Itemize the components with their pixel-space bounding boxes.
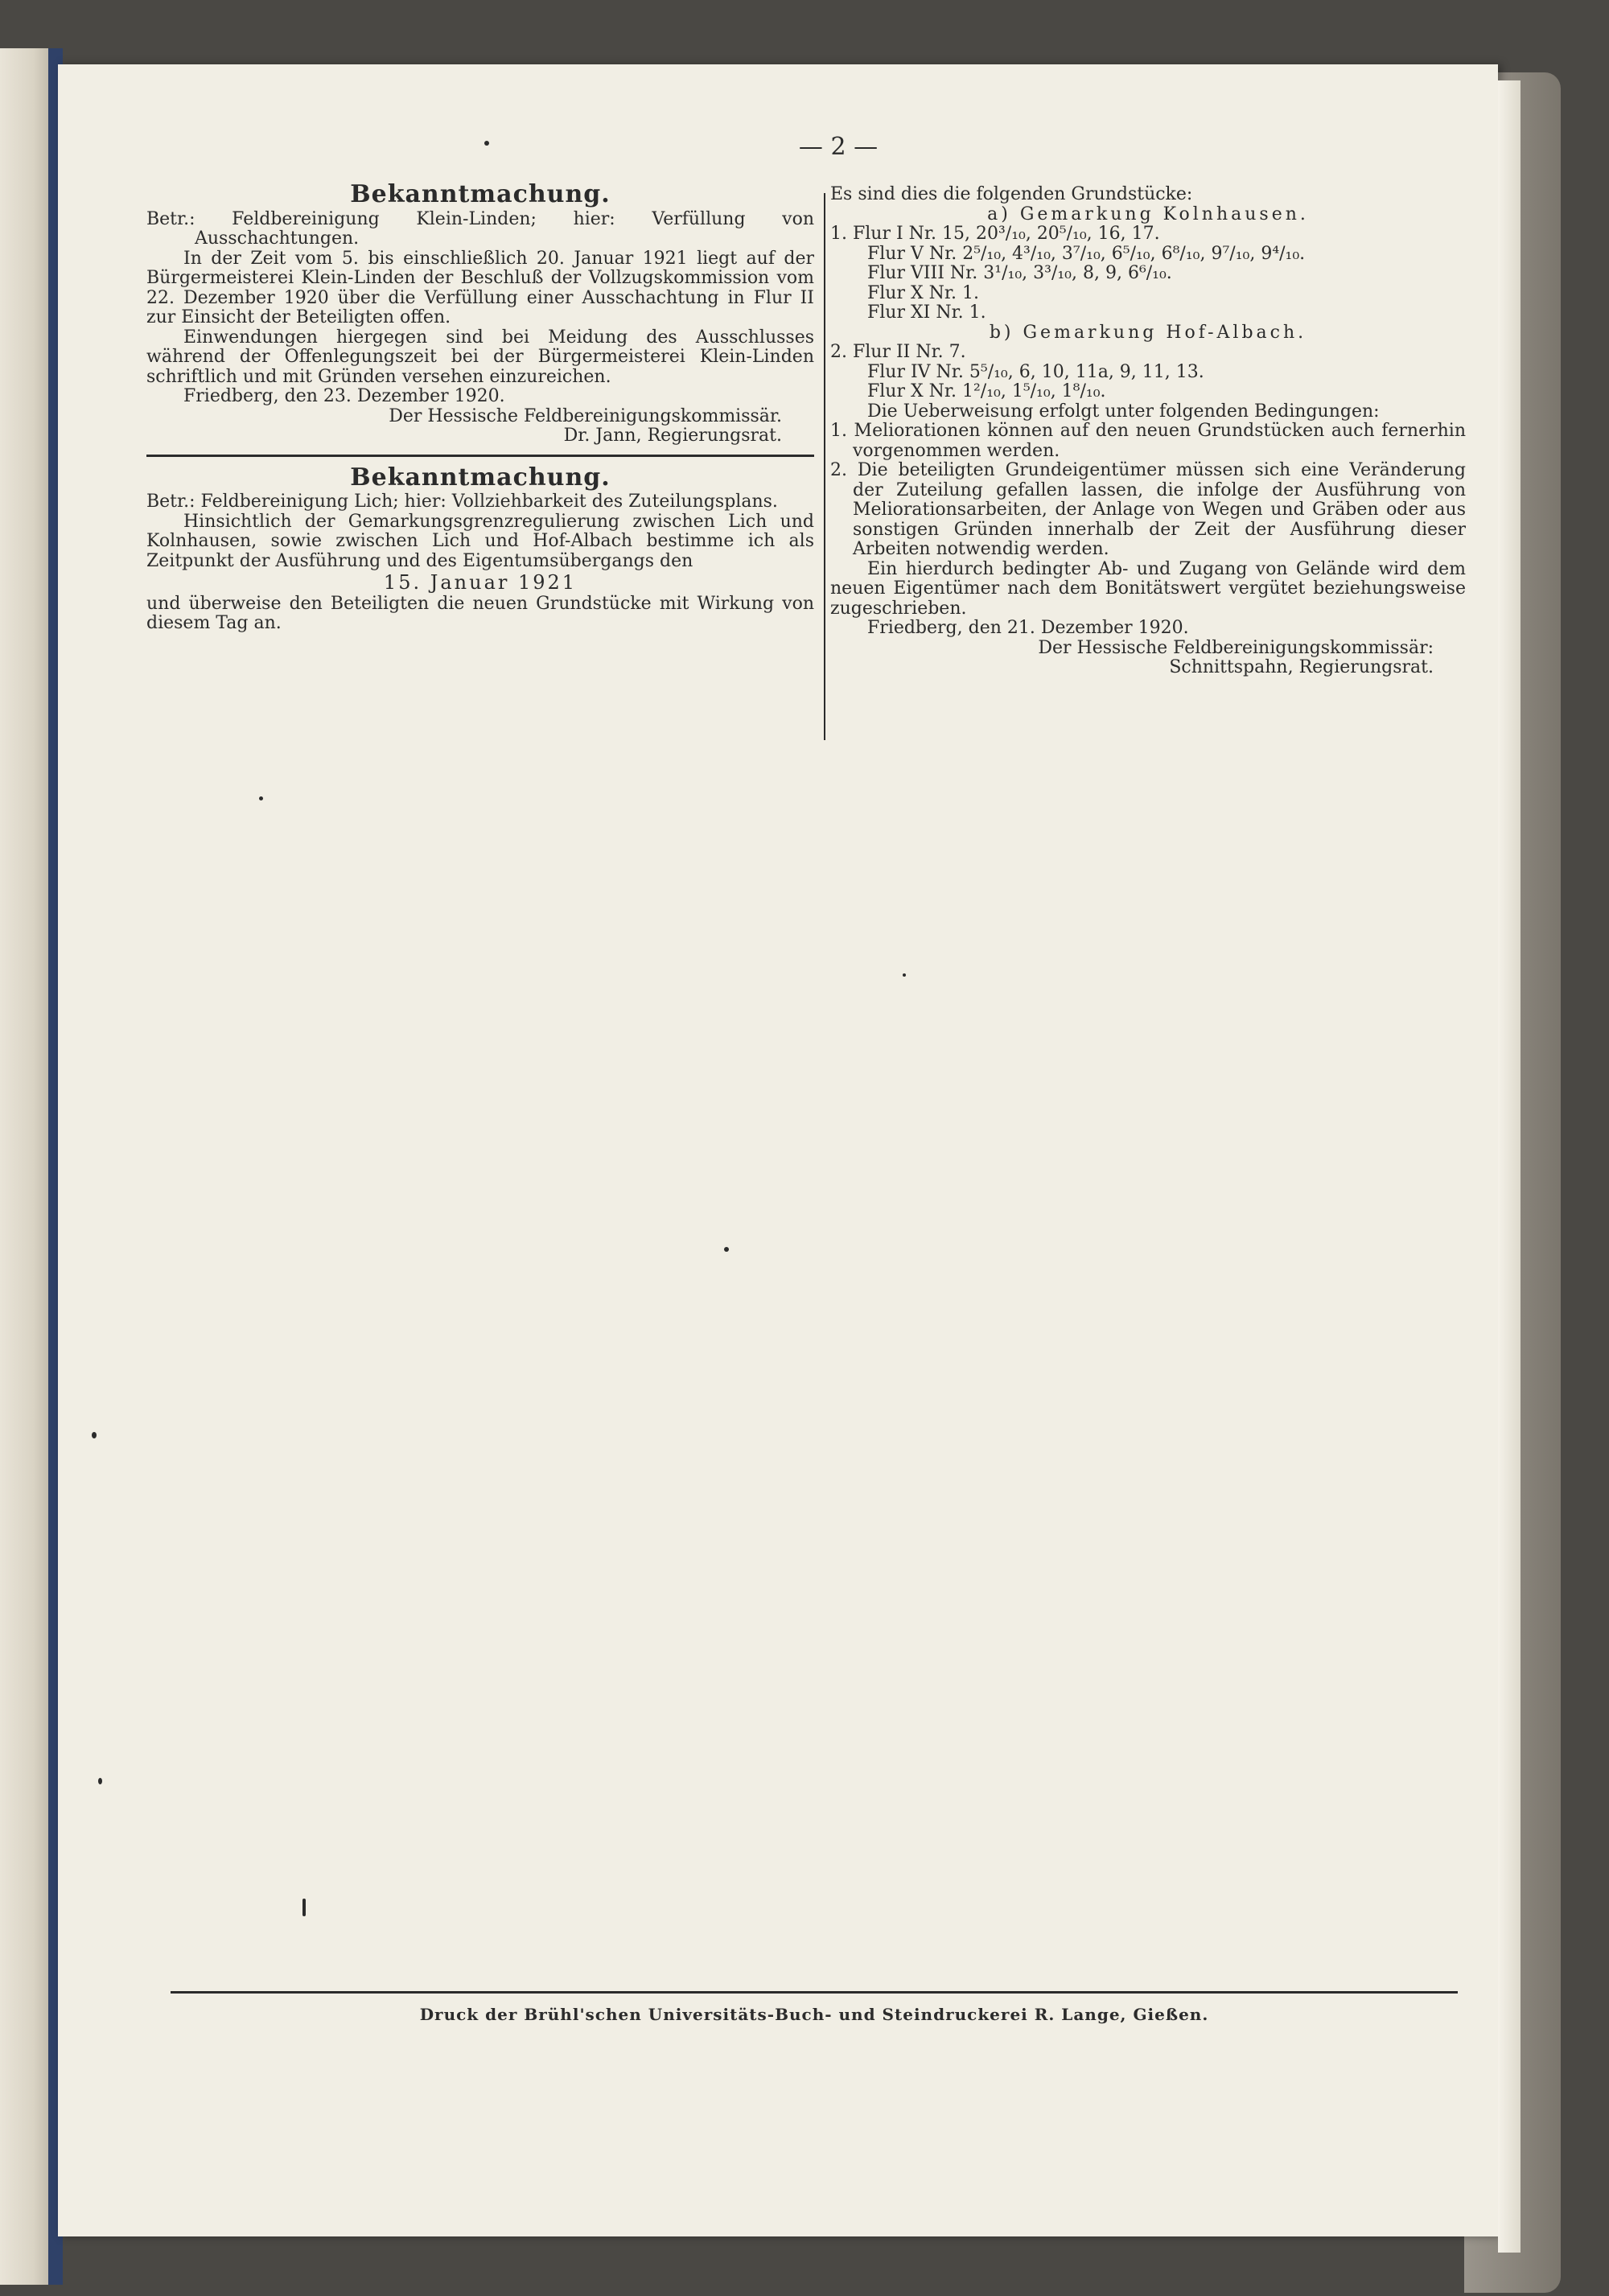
notice-paragraph: Hinsichtlich der Gemarkungsgrenzregulierung zwischen Lich und Kolnhausen, sowie zwischen Lich und Hof-Albach bestimme ich als Zeitpunkt der Ausführung und des Eigentumsübergangs den: [146, 511, 814, 571]
notice-subject: Betr.: Feldbereinigung Klein-Linden; hier: Verfüllung von Ausschachtungen.: [146, 208, 814, 249]
notice-signature: Schnittspahn, Regierungsrat.: [1169, 657, 1434, 677]
parcel-line: Flur X Nr. 1²/₁₀, 1⁵/₁₀, 1⁸/₁₀.: [867, 381, 1106, 401]
notice-authority: Der Hessische Feldbereinigungskommissär.: [389, 405, 782, 426]
parcel-line: Flur V Nr. 2⁵/₁₀, 4³/₁₀, 3⁷/₁₀, 6⁵/₁₀, 6⁸/₁₀, 9⁷/₁₀, 9⁴/₁₀.: [867, 243, 1306, 264]
column-divider: [824, 193, 825, 740]
print-speck: [903, 973, 906, 977]
right-column: [830, 185, 1466, 678]
print-speck: [484, 141, 489, 146]
parcel-line: Flur VIII Nr. 3¹/₁₀, 3³/₁₀, 8, 9, 6⁶/₁₀.: [867, 263, 1172, 283]
notice-date: Friedberg, den 23. Dezember 1920.: [183, 386, 505, 406]
condition-item: 1. Meliorationen können auf den neuen Grundstücken auch fernerhin vorgenommen werden.: [830, 421, 1466, 461]
notice-authority: Der Hessische Feldbereinigungskommissär:: [1038, 637, 1434, 658]
notice-paragraph: In der Zeit vom 5. bis einschließlich 20. Januar 1921 liegt auf der Bürgermeisterei Klein-Linden der Beschluß der Vollzugskommission vom 22. Dezember 1920 über die Verfüllung einer Ausschachtung in Flur II zur Einsicht der Beteiligten offen.: [146, 248, 814, 327]
parcel-line: 1. Flur I Nr. 15, 20³/₁₀, 20⁵/₁₀, 16, 17.: [830, 224, 1160, 244]
notice-paragraph: und überweise den Beteiligten die neuen Grundstücke mit Wirkung von diesem Tag an.: [146, 593, 814, 633]
compensation-paragraph: Ein hierdurch bedingter Ab- und Zugang von Gelände wird dem neuen Eigentümer nach dem Bonitätswert vergütet beziehungsweise zugeschrieben.: [830, 558, 1466, 619]
notice-separator: [146, 455, 814, 457]
notice-date: Friedberg, den 21. Dezember 1920.: [867, 618, 1189, 638]
notice-subject: Betr.: Feldbereinigung Lich; hier: Vollziehbarkeit des Zuteilungsplans.: [146, 492, 778, 512]
left-column: [146, 180, 814, 634]
printer-imprint: Druck der Brühl'schen Universitäts-Buch- und Steindruckerei R. Lange, Gießen.: [419, 2005, 1209, 2024]
print-speck: [724, 1247, 729, 1252]
notice-klein-linden: [146, 180, 814, 446]
print-speck: [98, 1778, 102, 1784]
notice-paragraph: Einwendungen hiergegen sind bei Meidung des Ausschlusses während der Offenlegungszeit bei der Bürgermeisterei Klein-Linden schriftlich und mit Gründen versehen einzureichen.: [146, 327, 814, 387]
print-speck: [259, 796, 263, 800]
print-speck: [92, 1432, 97, 1438]
parcel-line: 2. Flur II Nr. 7.: [830, 342, 966, 362]
notice-lich: [146, 463, 814, 634]
print-speck: [302, 1899, 306, 1916]
notice-signature: Dr. Jann, Regierungsrat.: [563, 426, 782, 446]
notice-heading: Bekanntmachung.: [350, 463, 611, 492]
parcel-intro: Es sind dies die folgenden Grundstücke:: [830, 184, 1193, 204]
document-page: [58, 64, 1498, 2236]
page-stack-edge: [1498, 80, 1521, 2253]
conditions-intro: Die Ueberweisung erfolgt unter folgenden Bedingungen:: [867, 401, 1380, 422]
gemarkung-heading: a) Gemarkung Kolnhausen.: [987, 204, 1309, 224]
page-number: — 2 —: [798, 133, 879, 161]
footer-rule: [171, 1991, 1458, 1994]
parcel-line: Flur XI Nr. 1.: [867, 302, 986, 323]
condition-item: 2. Die beteiligten Grundeigentümer müssen sich eine Veränderung der Zuteilung gefallen lassen, die infolge der Ausführung von Meliorationsarbeiten, der Anlage von Wegen und Gräben oder aus sonstigen Gründen innerhalb der Zeit der Ausführung dieser Arbeiten notwendig werden.: [830, 460, 1466, 559]
parcel-line: Flur IV Nr. 5⁵/₁₀, 6, 10, 11a, 9, 11, 13.: [867, 361, 1204, 382]
gemarkung-heading: b) Gemarkung Hof-Albach.: [989, 322, 1307, 343]
notice-heading: Bekanntmachung.: [350, 180, 611, 208]
parcel-line: Flur X Nr. 1.: [867, 282, 979, 303]
effective-date: 15. Januar 1921: [383, 571, 578, 594]
